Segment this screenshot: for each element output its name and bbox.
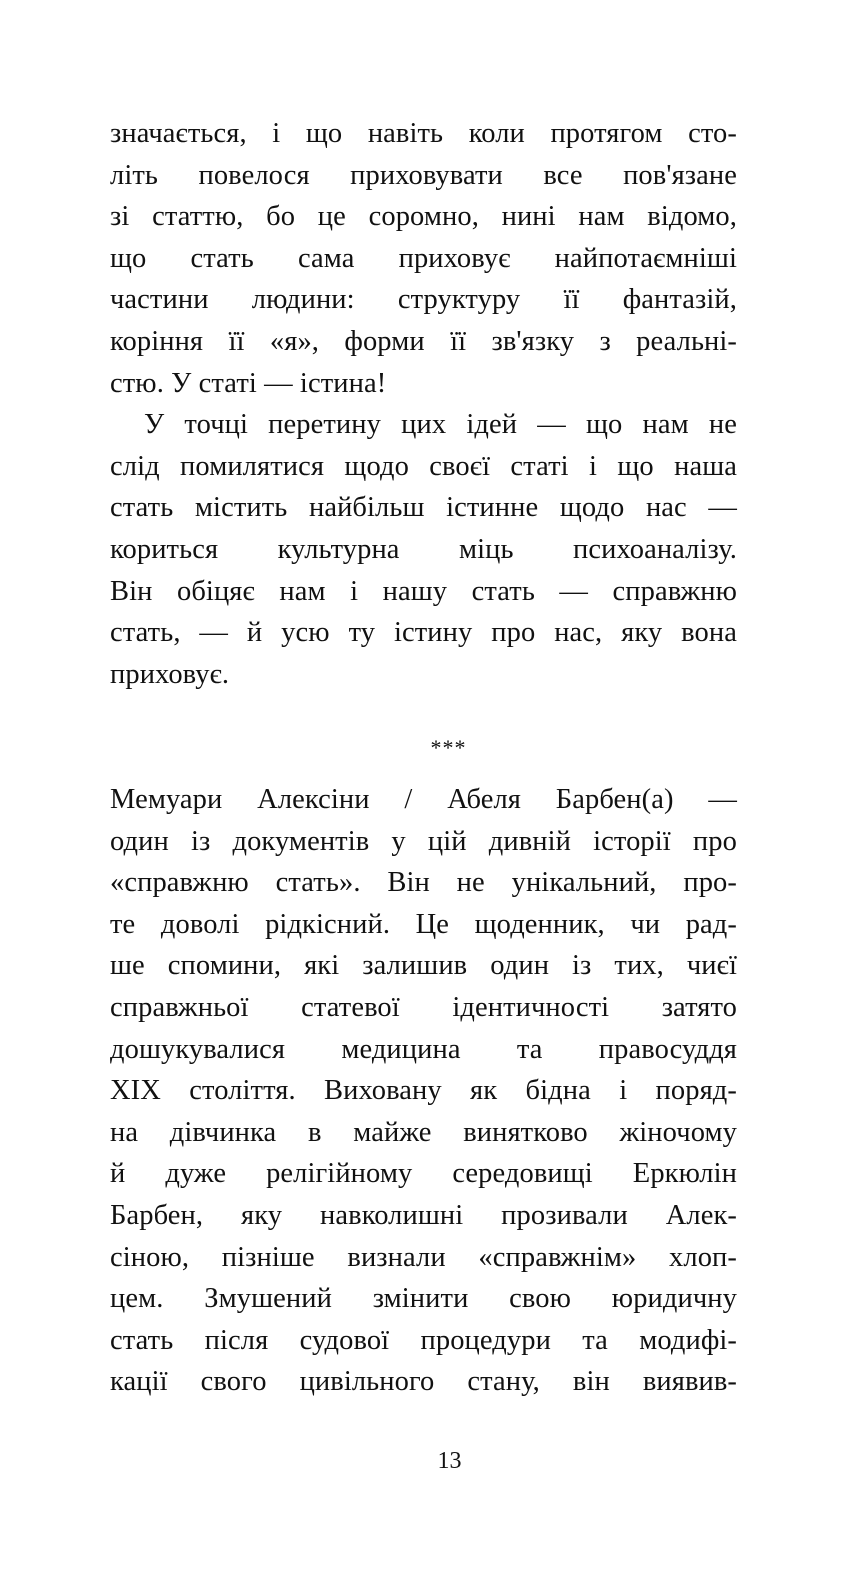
text-line: зі статтю, бо це соромно, нині нам відомо,	[110, 201, 737, 233]
paragraph-1	[110, 113, 737, 404]
text-line: стать, — й усю ту істину про нас, яку вона	[110, 617, 737, 649]
text-line: слід помилятися щодо своєї статі і що наша	[110, 450, 737, 482]
text-line: Барбен, яку навколишні прозивали Алек-	[110, 1199, 737, 1231]
text-line: стать містить найбільш істинне щодо нас —	[110, 492, 737, 524]
text-line: кації свого цивільного стану, він виявив-	[110, 1366, 737, 1398]
text-line: Мемуари Алексіни / Абеля Барбен(а) —	[110, 784, 737, 815]
text-line: стю. У статі — істина!	[110, 367, 387, 399]
text-section-2	[110, 779, 737, 1403]
text-line: стать після судової процедури та модифі-	[110, 1324, 737, 1356]
text-line: цем. Змушений змінити свою юридичну	[110, 1283, 737, 1315]
text-line: дошукувалися медицина та правосуддя	[110, 1033, 737, 1065]
text-line: Він обіцяє нам і нашу стать — справжню	[110, 575, 737, 607]
text-line: ше спомини, які залишив один із тих, чиєї	[110, 950, 737, 982]
text-line: У точці перетину цих ідей — що нам не	[144, 409, 737, 441]
text-line: коріння її «я», форми її зв'язку з реальні-	[110, 325, 737, 357]
text-line: те доволі рідкісний. Це щоденник, чи рад-	[110, 908, 737, 940]
text-line: один із документів у цій дивній історії про	[110, 825, 737, 857]
section-separator: ***	[430, 735, 467, 760]
text-line: й дуже релігійному середовищі Еркюлін	[110, 1158, 737, 1190]
text-line: на дівчинка в майже винятково жіночому	[110, 1116, 737, 1148]
text-line: XIX століття. Виховану як бідна і поряд-	[110, 1075, 737, 1107]
text-section-1	[110, 113, 737, 695]
page-number: 13	[437, 1448, 462, 1474]
paragraph-2	[110, 404, 737, 695]
text-line: сіною, пізніше визнали «справжнім» хлоп-	[110, 1241, 737, 1273]
text-line: частини людини: структуру її фантазій,	[110, 284, 737, 316]
text-line: справжньої статевої ідентичності затято	[110, 991, 737, 1023]
text-line: що стать сама приховує найпотаємніші	[110, 242, 737, 274]
text-line: значається, і що навіть коли протягом сто-	[110, 118, 737, 149]
text-line: літь повелося приховувати все пов'язане	[110, 159, 737, 191]
text-line: «справжню стать». Він не унікальний, про-	[110, 867, 737, 899]
text-line: кориться культурна міць психоаналізу.	[110, 533, 737, 565]
text-line: приховує.	[110, 658, 230, 690]
